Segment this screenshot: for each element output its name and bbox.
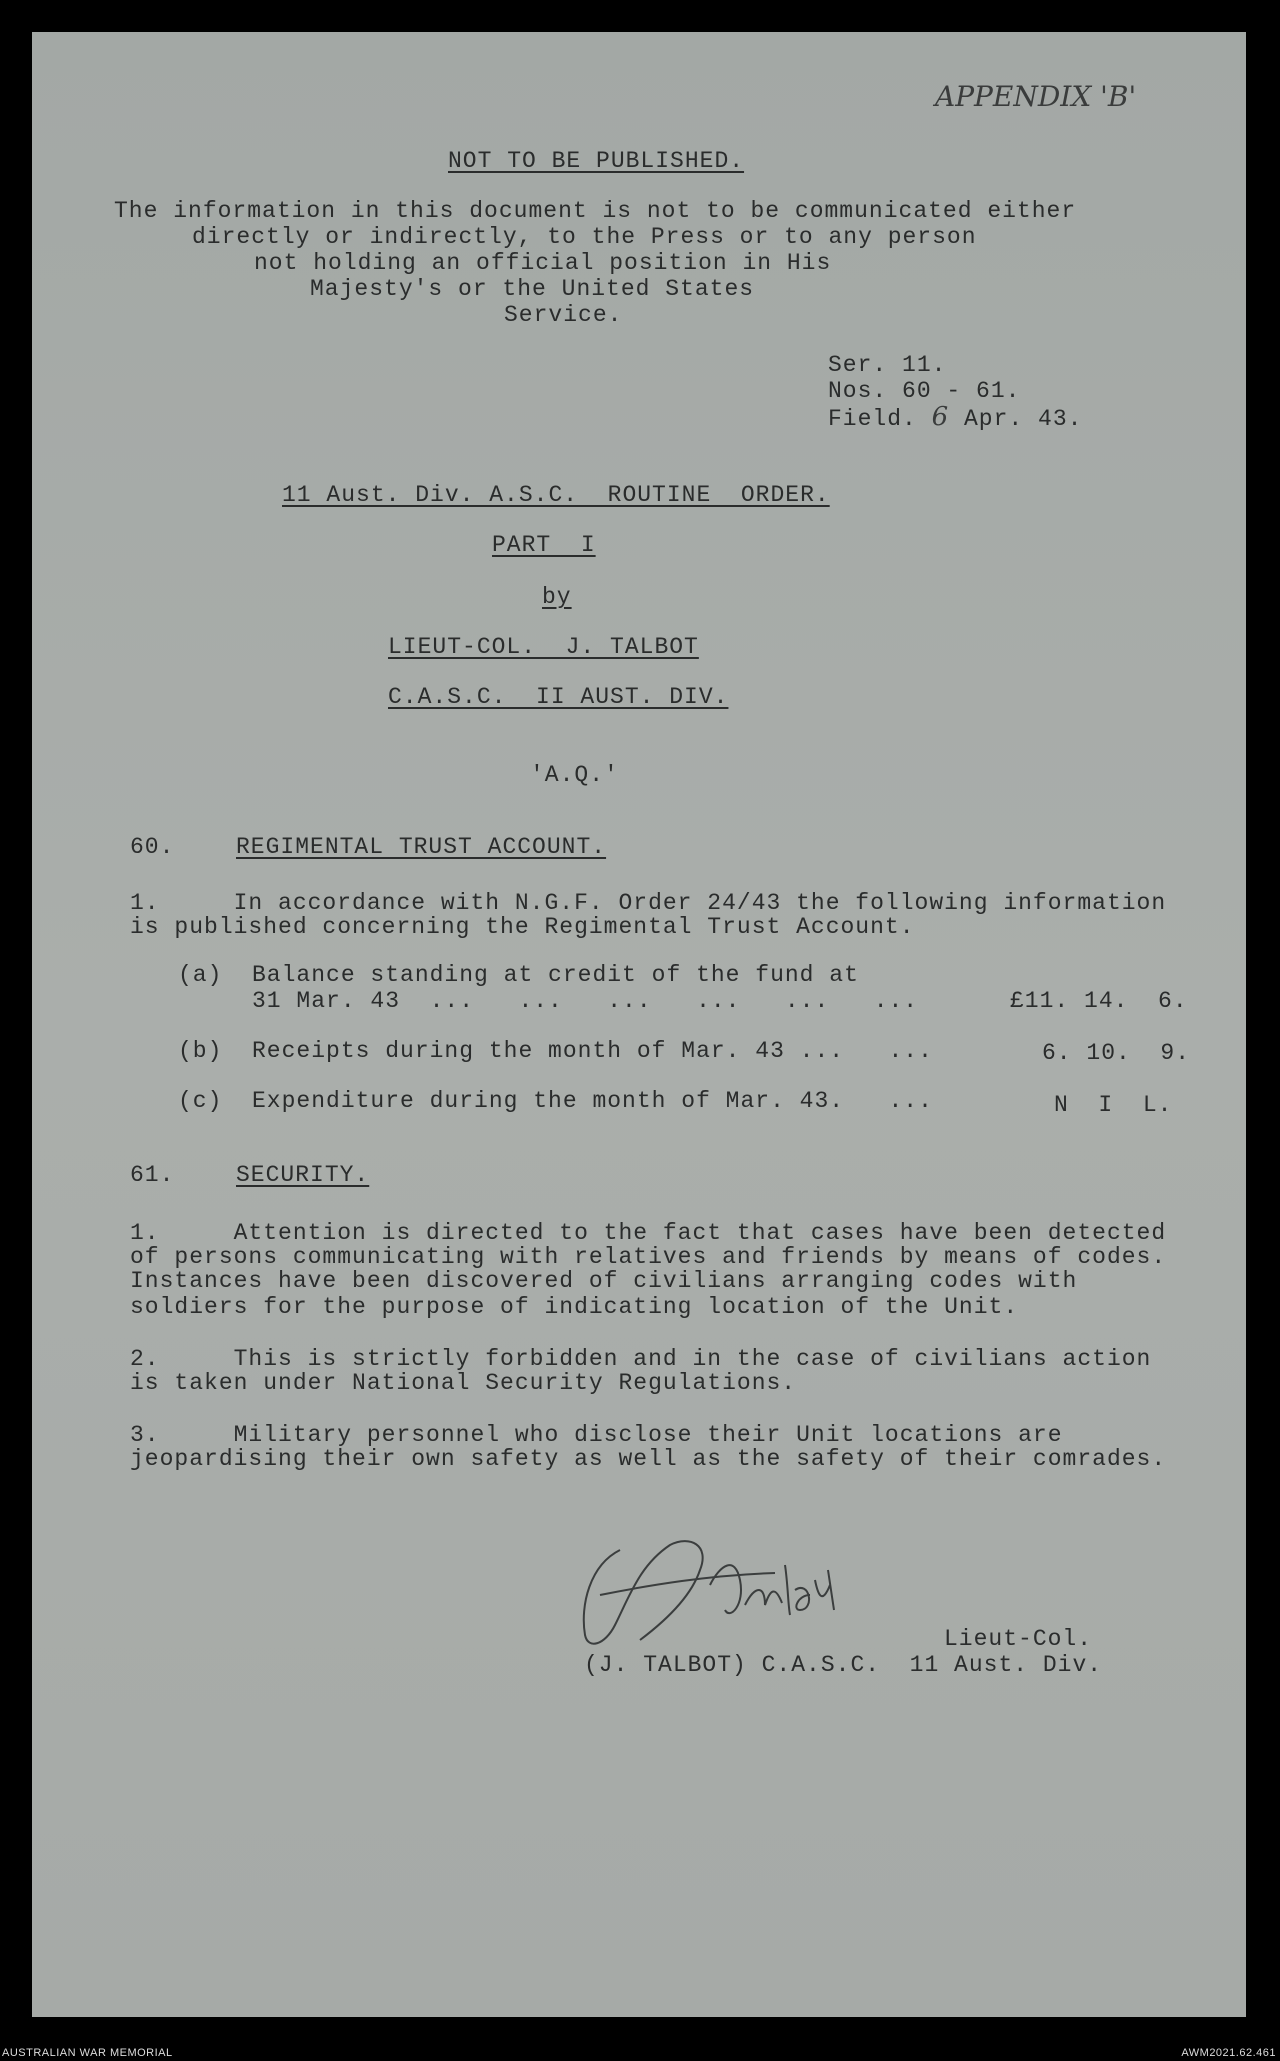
notice-line-1: The information in this document is not to be communicated either xyxy=(114,198,1077,224)
item-b-label: (b) xyxy=(178,1038,223,1064)
order-by: by xyxy=(542,584,572,610)
order-unit: C.A.S.C. II AUST. DIV. xyxy=(388,684,729,710)
section-60-para1-line2: is published concerning the Regimental Trust Account. xyxy=(130,914,915,940)
section-61-para2-line2: is taken under National Security Regulations. xyxy=(130,1370,797,1396)
section-61-para3-line1: 3. Military personnel who disclose their Unit locations are xyxy=(130,1422,1063,1448)
signature-rank: Lieut-Col. xyxy=(944,1626,1093,1652)
section-60-number: 60. xyxy=(130,834,175,860)
section-61-para1-line4: soldiers for the purpose of indicating location of the Unit. xyxy=(130,1294,1019,1320)
notice-line-5: Service. xyxy=(504,302,623,328)
ref-ser: Ser. 11. xyxy=(828,352,947,378)
section-60-para1-line1: 1. In accordance with N.G.F. Order 24/43 the following information xyxy=(130,890,1167,916)
ref-field-day: 6 xyxy=(931,402,950,432)
item-c-amount: N I L. xyxy=(1054,1092,1173,1118)
document-page xyxy=(32,32,1246,2017)
item-b-amount: 6. 10. 9. xyxy=(1042,1040,1191,1066)
ref-nos: Nos. 60 - 61. xyxy=(828,378,1021,404)
item-a-text2: 31 Mar. 43 ... ... ... ... ... ... xyxy=(252,988,919,1014)
ref-field-suffix: Apr. 43. xyxy=(964,406,1083,432)
footer-right: AWM2021.62.461 xyxy=(1181,2047,1276,2059)
item-a-label: (a) xyxy=(178,962,223,988)
notice-line-2: directly or indirectly, to the Press or to any person xyxy=(192,224,977,250)
order-officer: LIEUT-COL. J. TALBOT xyxy=(388,634,699,660)
section-61-para1-line2: of persons communicating with relatives and friends by means of codes. xyxy=(130,1244,1167,1270)
section-61-para3-line2: jeopardising their own safety as well as the safety of their comrades. xyxy=(130,1446,1167,1472)
appendix-note: APPENDIX 'B' xyxy=(935,80,1137,113)
section-61-para2-line1: 2. This is strictly forbidden and in the case of civilians action xyxy=(130,1346,1152,1372)
item-a-amount: £11. 14. 6. xyxy=(1010,988,1188,1014)
item-a-text1: Balance standing at credit of the fund at xyxy=(252,962,859,988)
section-61-para1-line3: Instances have been discovered of civilians arranging codes with xyxy=(130,1268,1078,1294)
signature-scribble xyxy=(560,1525,960,1655)
ref-field-prefix: Field. xyxy=(828,406,917,432)
section-60-title: REGIMENTAL TRUST ACCOUNT. xyxy=(236,834,607,860)
ref-field xyxy=(828,404,1082,432)
section-61-para1-line1: 1. Attention is directed to the fact that cases have been detected xyxy=(130,1220,1167,1246)
aq-marker: 'A.Q.' xyxy=(530,762,619,788)
signature-name-line: (J. TALBOT) C.A.S.C. 11 Aust. Div. xyxy=(584,1652,1103,1678)
item-b-text1: Receipts during the month of Mar. 43 ... ... xyxy=(252,1038,933,1064)
order-title: 11 Aust. Div. A.S.C. ROUTINE ORDER. xyxy=(282,482,830,508)
notice-line-4: Majesty's or the United States xyxy=(310,276,755,302)
footer-left: AUSTRALIAN WAR MEMORIAL xyxy=(2,2047,173,2059)
section-61-number: 61. xyxy=(130,1162,175,1188)
item-c-label: (c) xyxy=(178,1088,223,1114)
section-61-title: SECURITY. xyxy=(236,1162,370,1188)
item-c-text1: Expenditure during the month of Mar. 43. ... xyxy=(252,1088,933,1114)
order-part: PART I xyxy=(492,532,596,558)
document-heading: NOT TO BE PUBLISHED. xyxy=(448,148,745,174)
notice-line-3: not holding an official position in His xyxy=(254,250,832,276)
